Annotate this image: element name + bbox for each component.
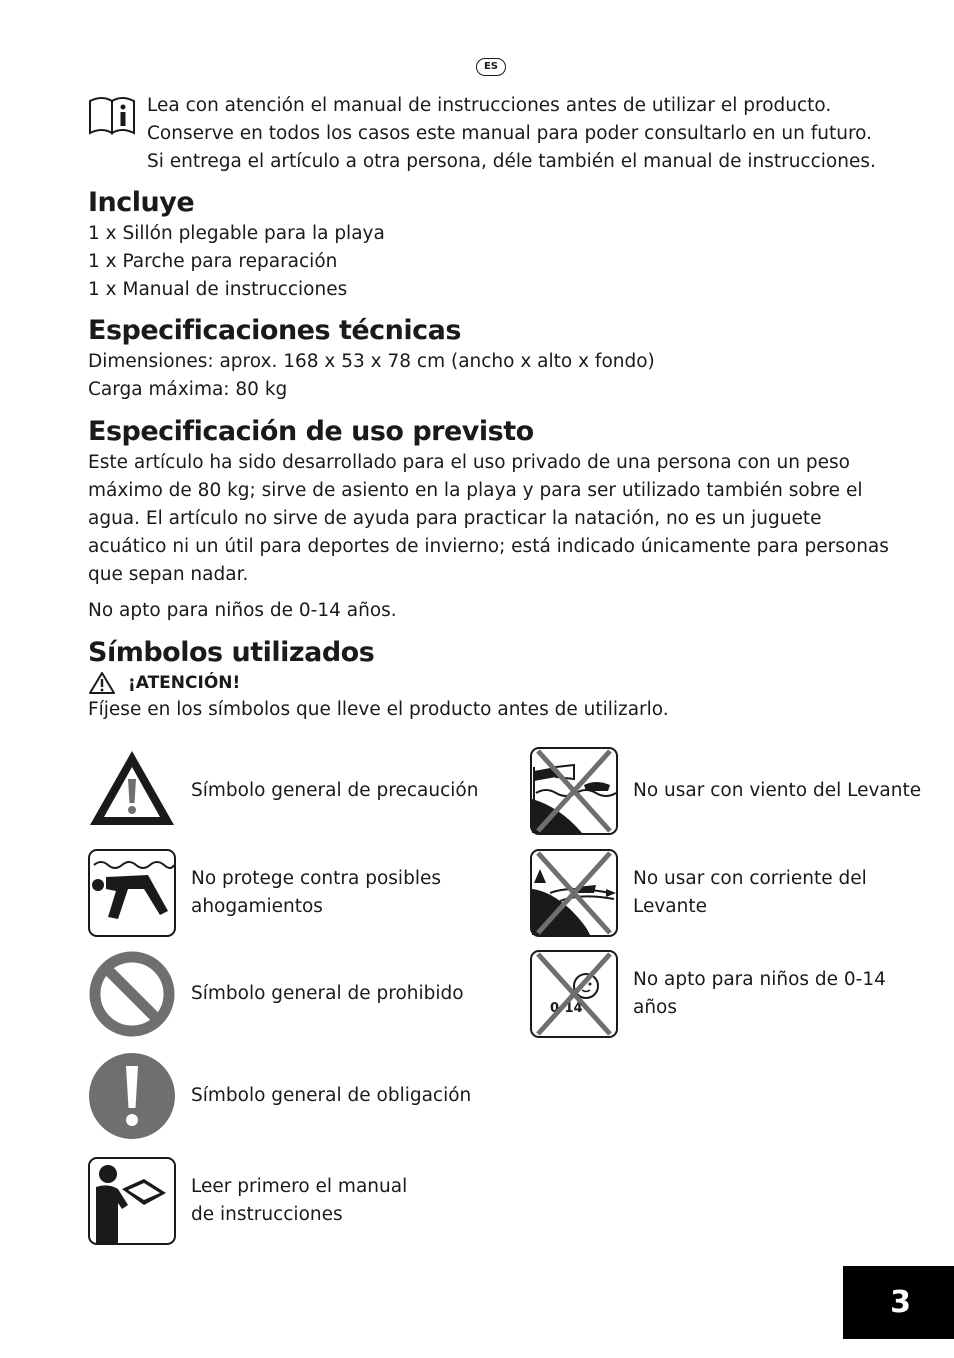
symbol-label: No usar con viento del Levante (633, 780, 922, 801)
symbol-row (88, 1052, 491, 1140)
specs-title: Especificaciones técnicas (88, 315, 461, 346)
language-badge: ES (476, 58, 506, 76)
section-uso-previsto (88, 415, 896, 625)
incluye-title: Incluye (88, 187, 195, 218)
specs-max-load: Carga máxima: 80 kg (88, 379, 288, 400)
symbol-row (88, 747, 491, 835)
intro-text (147, 92, 927, 176)
incluye-item: 1 x Manual de instrucciones (88, 279, 348, 300)
symbol-row (530, 747, 933, 835)
section-especificaciones (88, 314, 908, 404)
symbol-label: No apto para niños de 0-14 años (633, 969, 886, 1018)
uso-paragraph: Este artículo ha sido desarrollado para el uso privado de una persona con un peso máximo de 80 kg; sirve de asiento en la playa y para ser utilizado también sobre el agua. El artículo no sirve de ayuda para practicar la natación, no es un juguete acuático ni un útil para deportes de invierno; está indicado únicamente para personas que sepan nadar. (88, 452, 889, 585)
read-manual-icon (88, 1157, 176, 1245)
simbolos-title: Símbolos utilizados (88, 637, 375, 668)
symbol-row (530, 950, 913, 1038)
uso-title: Especificación de uso previsto (88, 416, 534, 447)
symbol-label: Símbolo general de obligación (191, 1085, 472, 1106)
prohibition-icon (88, 950, 176, 1038)
symbol-label: Símbolo general de prohibido (191, 983, 464, 1004)
incluye-item: 1 x Parche para reparación (88, 251, 338, 272)
symbol-row (530, 849, 883, 937)
warning-triangle-icon (88, 747, 176, 835)
attention-label: ¡ATENCIÓN! (128, 673, 241, 693)
warning-small-icon (88, 671, 116, 695)
section-incluye (88, 186, 908, 304)
intro-line-1: Lea con atención el manual de instrucciones antes de utilizar el producto. (147, 95, 832, 116)
symbol-row (88, 1157, 431, 1245)
symbol-label: Leer primero el manual de instrucciones (191, 1176, 408, 1225)
attention-text: Fíjese en los símbolos que lleve el producto antes de utilizarlo. (88, 699, 669, 720)
no-offshore-current-icon (530, 849, 618, 937)
read-info-icon (88, 95, 136, 135)
specs-dimensions: Dimensiones: aprox. 168 x 53 x 78 cm (ancho x alto x fondo) (88, 351, 655, 372)
age-range-text: 0-14 (550, 1001, 583, 1016)
symbol-row (88, 950, 491, 1038)
uso-age-note: No apto para niños de 0-14 años. (88, 600, 397, 621)
no-offshore-wind-icon (530, 747, 618, 835)
no-children-icon (530, 950, 618, 1038)
drowning-icon (88, 849, 176, 937)
page-number: 3 (843, 1266, 954, 1339)
intro-line-2: Conserve en todos los casos este manual para poder consultarlo en un futuro. (147, 123, 873, 144)
mandatory-icon (88, 1052, 176, 1140)
section-simbolos (88, 636, 908, 724)
symbol-row (88, 849, 491, 937)
symbol-label: No usar con corriente del Levante (633, 868, 867, 917)
intro-line-3: Si entrega el artículo a otra persona, déle también el manual de instrucciones. (147, 151, 876, 172)
attention-row (88, 670, 908, 696)
symbol-label: No protege contra posibles ahogamientos (191, 868, 441, 917)
incluye-item: 1 x Sillón plegable para la playa (88, 223, 385, 244)
symbol-label: Símbolo general de precaución (191, 780, 479, 801)
